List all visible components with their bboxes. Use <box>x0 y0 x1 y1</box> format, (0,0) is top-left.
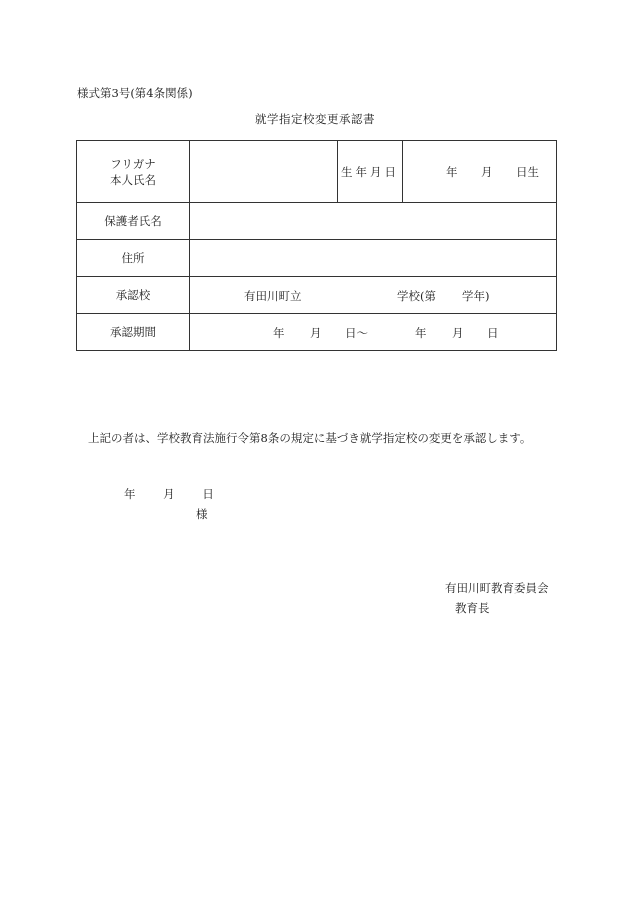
name-field[interactable] <box>190 141 338 203</box>
birth-day-label: 日生 <box>516 165 539 179</box>
issue-date-line <box>124 486 214 502</box>
name-label: 本人氏名 <box>110 172 156 187</box>
document-title: 就学指定校変更承認書 <box>255 112 375 126</box>
school-prefix: 有田川町立 <box>244 289 302 303</box>
guardian-label: 保護者氏名 <box>77 203 190 240</box>
form-number: 様式第3号(第4条関係) <box>77 86 193 100</box>
name-row <box>77 141 557 203</box>
period-field[interactable] <box>190 314 557 351</box>
approval-statement: 上記の者は、学校教育法施行令第8条の規定に基づき就学指定校の変更を承認します。 <box>88 431 532 445</box>
birth-month-label: 月 <box>481 165 493 179</box>
address-row <box>77 240 557 277</box>
address-label: 住所 <box>77 240 190 277</box>
school-field[interactable] <box>190 277 557 314</box>
issuer-name: 有田川町教育委員会 <box>445 581 549 595</box>
school-label: 承認校 <box>77 277 190 314</box>
school-suffix: 学校(第 <box>397 289 436 303</box>
school-row <box>77 277 557 314</box>
birthdate-field[interactable] <box>403 141 557 203</box>
furigana-label: フリガナ <box>110 156 156 171</box>
grade-suffix: 学年) <box>462 289 490 303</box>
period-end-month: 月 <box>452 326 464 340</box>
period-row <box>77 314 557 351</box>
period-start-day: 日〜 <box>345 326 368 340</box>
birth-year-label: 年 <box>446 165 458 179</box>
name-label-cell <box>77 141 190 203</box>
issue-day-label: 日 <box>202 487 214 501</box>
period-end-day: 日 <box>487 326 499 340</box>
issue-year-label: 年 <box>124 487 136 501</box>
period-end-year: 年 <box>415 326 427 340</box>
issue-month-label: 月 <box>163 487 175 501</box>
address-field[interactable] <box>190 240 557 277</box>
addressee-suffix: 様 <box>196 507 208 521</box>
period-start-month: 月 <box>310 326 322 340</box>
birthdate-label: 生年月日 <box>338 141 403 203</box>
guardian-row <box>77 203 557 240</box>
period-label: 承認期間 <box>77 314 190 351</box>
guardian-field[interactable] <box>190 203 557 240</box>
issuer-title: 教育長 <box>455 601 490 615</box>
period-start-year: 年 <box>273 326 285 340</box>
approval-form-table <box>76 140 557 351</box>
